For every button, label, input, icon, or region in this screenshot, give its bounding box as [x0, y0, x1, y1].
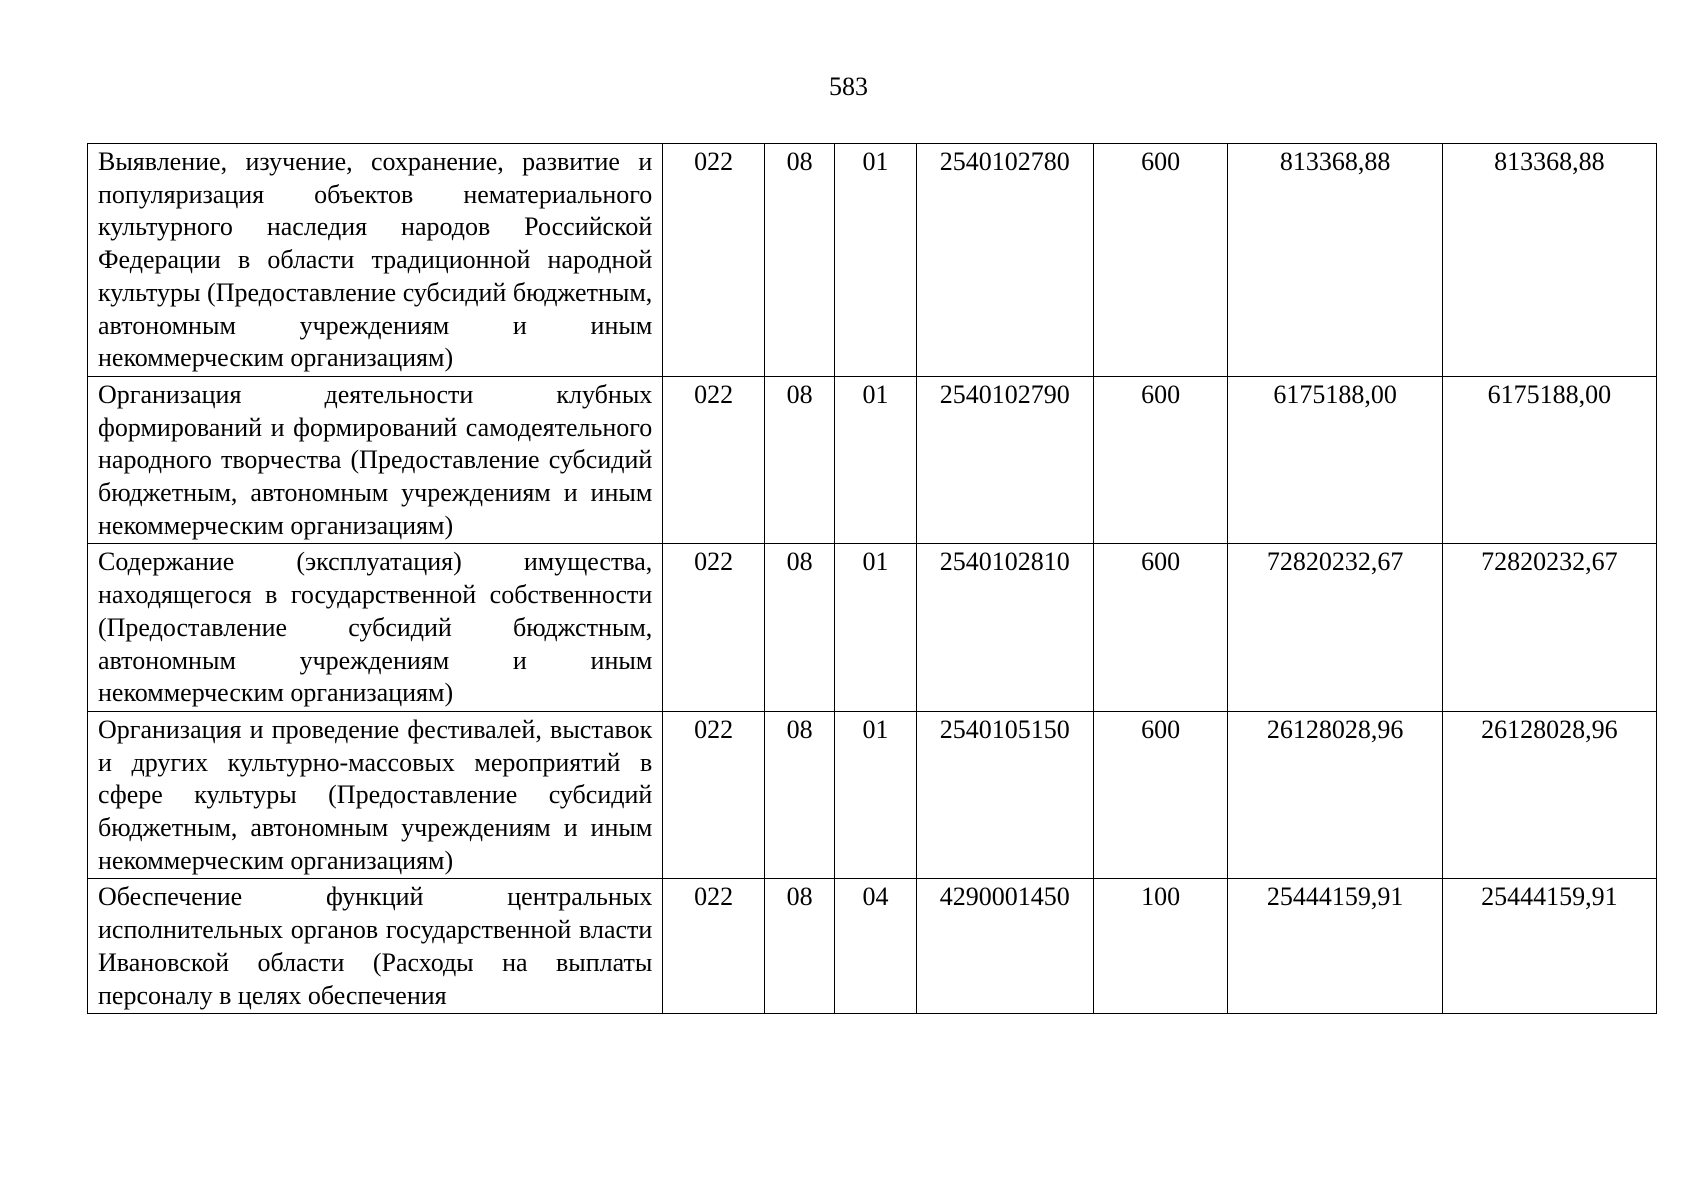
expense-type-code: 600 [1093, 376, 1228, 544]
target-article-code: 2540102810 [916, 544, 1093, 712]
row-description: Выявление, изучение, сохранение, развитие и популяризация объектов нематериального культурного наследия народов Российской Федерации в области традиционной народной культуры (Предоставление субсидий бюджетным, автономным учреждениям и иным некоммерческим организациям) [88, 144, 663, 377]
section-code: 08 [764, 879, 834, 1014]
amount-2: 813368,88 [1442, 144, 1656, 377]
expense-type-code: 600 [1093, 711, 1228, 879]
amount-2: 25444159,91 [1442, 879, 1656, 1014]
row-description: Содержание (эксплуатация) имущества, находящегося в государственной собственности (Предоставление субсидий бюджстным, автономным учреждениям и иным некоммерческим организациям) [88, 544, 663, 712]
table-row [88, 376, 1657, 544]
section-code: 08 [764, 544, 834, 712]
budget-table [87, 143, 1657, 1014]
table-row [88, 544, 1657, 712]
section-code: 08 [764, 376, 834, 544]
target-article-code: 4290001450 [916, 879, 1093, 1014]
subsection-code: 01 [835, 711, 916, 879]
target-article-code: 2540105150 [916, 711, 1093, 879]
amount-2: 72820232,67 [1442, 544, 1656, 712]
subsection-code: 01 [835, 544, 916, 712]
section-code: 08 [764, 144, 834, 377]
row-description: Организация и проведение фестивалей, выставок и других культурно-массовых мероприятий в сфере культуры (Предоставление субсидий бюджетным, автономным учреждениям и иным некоммерческим организациям) [88, 711, 663, 879]
admin-code: 022 [663, 879, 765, 1014]
table-row [88, 144, 1657, 377]
subsection-code: 01 [835, 144, 916, 377]
page-number: 583 [829, 72, 868, 101]
amount-1: 813368,88 [1228, 144, 1442, 377]
target-article-code: 2540102790 [916, 376, 1093, 544]
amount-1: 72820232,67 [1228, 544, 1442, 712]
amount-1: 25444159,91 [1228, 879, 1442, 1014]
admin-code: 022 [663, 376, 765, 544]
row-description: Обеспечение функций центральных исполнительных органов государственной власти Ивановской области (Расходы на выплаты персоналу в целях обеспечения [88, 879, 663, 1014]
subsection-code: 01 [835, 376, 916, 544]
expense-type-code: 600 [1093, 144, 1228, 377]
target-article-code: 2540102780 [916, 144, 1093, 377]
admin-code: 022 [663, 711, 765, 879]
section-code: 08 [764, 711, 834, 879]
row-description: Организация деятельности клубных формирований и формирований самодеятельного народного творчества (Предоставление субсидий бюджетным, автономным учреждениям и иным некоммерческим организациям) [88, 376, 663, 544]
expense-type-code: 100 [1093, 879, 1228, 1014]
table-row [88, 711, 1657, 879]
subsection-code: 04 [835, 879, 916, 1014]
table-row [88, 879, 1657, 1014]
amount-2: 26128028,96 [1442, 711, 1656, 879]
amount-1: 6175188,00 [1228, 376, 1442, 544]
admin-code: 022 [663, 544, 765, 712]
amount-1: 26128028,96 [1228, 711, 1442, 879]
expense-type-code: 600 [1093, 544, 1228, 712]
amount-2: 6175188,00 [1442, 376, 1656, 544]
admin-code: 022 [663, 144, 765, 377]
